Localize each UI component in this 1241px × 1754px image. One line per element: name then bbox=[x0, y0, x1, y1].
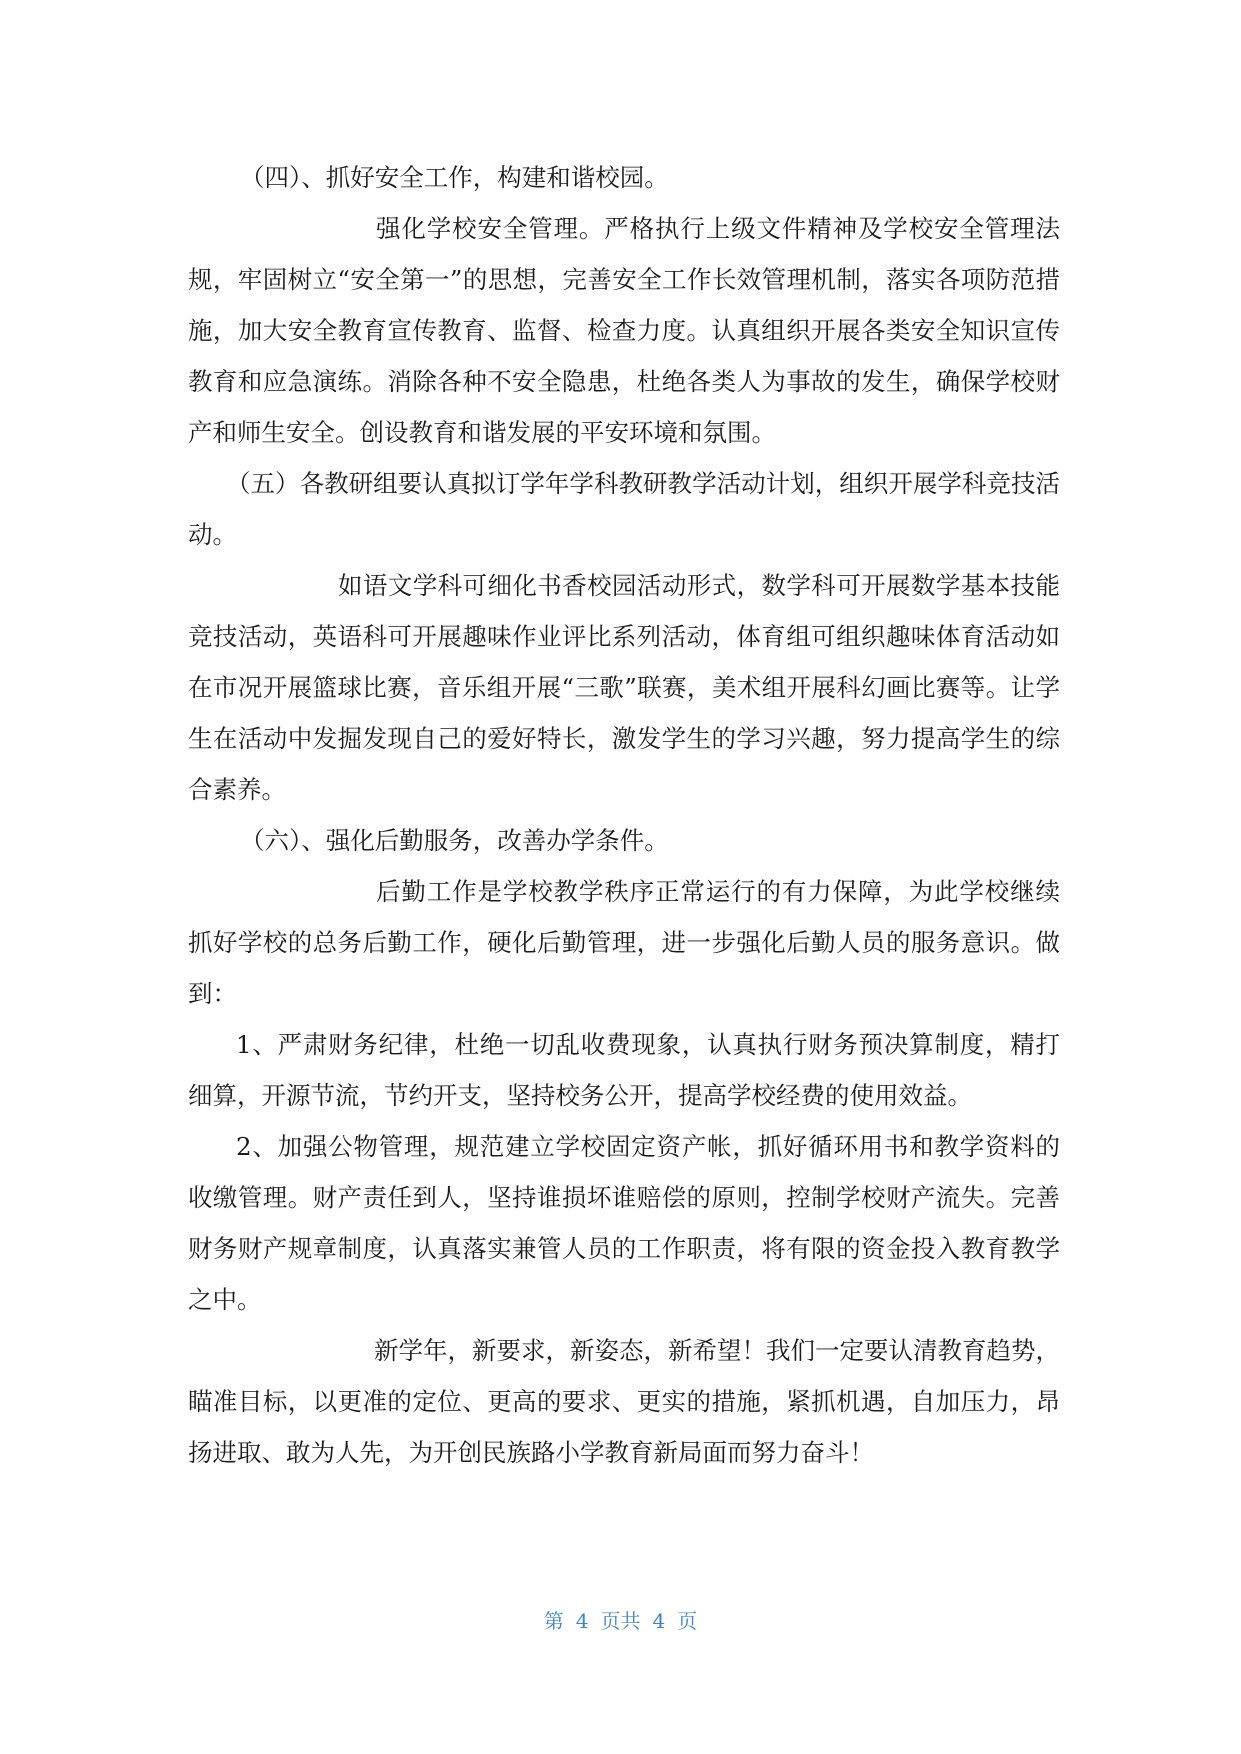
footer-prefix: 第 bbox=[543, 1609, 564, 1633]
paragraph-safety: 强化学校安全管理。严格执行上级文件精神及学校安全管理法规，牢固树立“安全第一”的思想，完善安全工作长效管理机制，落实各项防范措施，加大安全教育宣传教育、监督、检查力度。认真组织开展各类安全知识宣传教育和应急演练。消除各种不安全隐患，杜绝各类人为事故的发生，确保学校财产和师生安全。创设教育和谐发展的平安环境和氛围。 bbox=[188, 214, 1060, 447]
list-item-1: 1、严肃财务纪律，杜绝一切乱收费现象，认真执行财务预决算制度，精打细算，开源节流，节约开支，坚持校务公开，提高学校经费的使用效益。 bbox=[188, 1030, 1060, 1110]
list-item-2: 2、加强公物管理，规范建立学校固定资产帐，抓好循环用书和教学资料的收缴管理。财产责任到人，坚持谁损坏谁赔偿的原则，控制学校财产流失。完善财务财产规章制度，认真落实兼管人员的工作职责，将有限的资金投入教育教学之中。 bbox=[188, 1132, 1060, 1314]
footer-middle: 页共 bbox=[600, 1609, 641, 1633]
paragraph-logistics: 后勤工作是学校教学秩序正常运行的有力保障，为此学校继续抓好学校的总务后勤工作，硬化后勤管理，进一步强化后勤人员的服务意识。做到： bbox=[188, 877, 1060, 1008]
section-heading-6: （六）、强化后勤服务，改善办学条件。 bbox=[240, 826, 669, 855]
document-body bbox=[188, 152, 1060, 1478]
section-heading-4: （四）、抓好安全工作，构建和谐校园。 bbox=[240, 163, 669, 192]
footer-current-page: 4 bbox=[575, 1609, 589, 1633]
page-footer bbox=[0, 1605, 1241, 1634]
section-heading-5: （五）各教研组要认真拟订学年学科教研教学活动计划，组织开展学科竞技活动。 bbox=[188, 469, 1060, 549]
paragraph-activities: 如语文学科可细化书香校园活动形式，数学科可开展数学基本技能竞技活动，英语科可开展趣味作业评比系列活动，体育组可组织趣味体育活动如在市况开展篮球比赛，音乐组开展“三歌”联赛，美术组开展科幻画比赛等。让学生在活动中发掘发现自己的爱好特长，激发学生的学习兴趣，努力提高学生的综合素养。 bbox=[188, 571, 1060, 804]
paragraph-closing: 新学年，新要求，新姿态，新希望！我们一定要认清教育趋势，瞄准目标，以更准的定位、更高的要求、更实的措施，紧抓机遇，自加压力，昂扬进取、敢为人先，为开创民族路小学教育新局面而努力奋斗！ bbox=[188, 1336, 1060, 1467]
footer-suffix: 页 bbox=[677, 1609, 698, 1633]
footer-total-pages: 4 bbox=[652, 1609, 666, 1633]
